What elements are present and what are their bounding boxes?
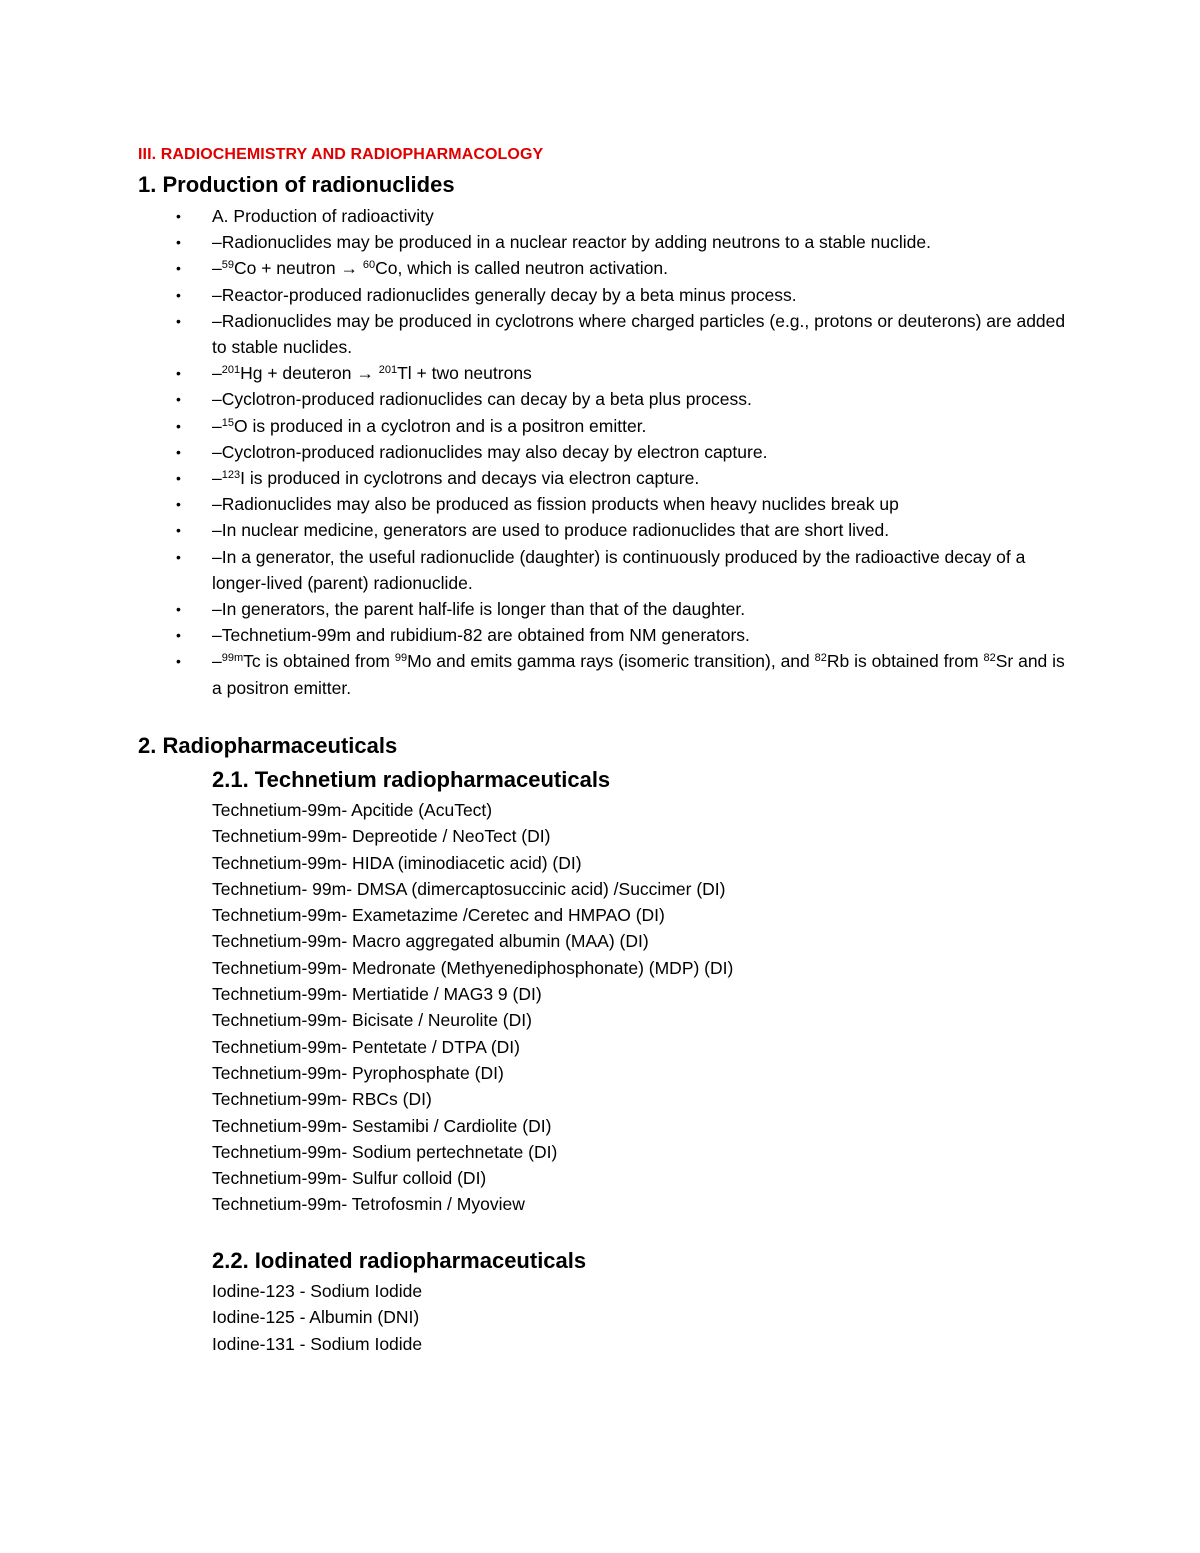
bullet-dot: • — [176, 365, 181, 382]
list-item: Technetium-99m- Bicisate / Neurolite (DI) — [212, 1010, 532, 1031]
list-item: Technetium-99m- Exametazime /Ceretec and HMPAO (DI) — [212, 905, 665, 926]
bullet-dot: • — [176, 470, 181, 487]
technetium-subtitle: 2.1. Technetium radiopharmaceuticals — [212, 767, 611, 792]
list-item: Technetium-99m- HIDA (iminodiacetic acid) (DI) — [212, 852, 582, 873]
bullet-item — [138, 229, 1068, 255]
section2-title: 2. Radiopharmaceuticals — [138, 733, 398, 758]
bullet-dot: • — [176, 496, 181, 513]
bullet-dot: • — [176, 601, 181, 618]
bullet-text: – — [212, 415, 222, 436]
bullet-text: –Radionuclides may be produced in a nuclear reactor by adding neutrons to a stable nuclide. — [212, 232, 931, 253]
iodinated-list — [212, 1278, 422, 1357]
bullet-text: –In a generator, the useful radionuclide (daughter) is continuously produced by the radioactive decay of a longer-lived (parent) radionuclide. — [212, 546, 1026, 593]
bullet-dot: • — [176, 443, 181, 460]
list-item: Technetium-99m- Sestamibi / Cardiolite (DI) — [212, 1115, 552, 1136]
isotope-mass-number: 82 — [983, 652, 996, 665]
bullet-item — [138, 596, 1068, 622]
list-item: Technetium-99m- Medronate (Methyenediphosphonate) (MDP) (DI) — [212, 957, 734, 978]
list-item: Technetium-99m- Sodium pertechnetate (DI) — [212, 1141, 558, 1162]
bullet-item — [138, 360, 1068, 386]
bullet-dot: • — [176, 260, 181, 277]
isotope-mass-number: 201 — [378, 364, 398, 377]
bullet-item — [138, 255, 1068, 281]
bullet-text: Sr and is a positron emitter. — [212, 651, 1065, 698]
bullet-item — [138, 203, 1068, 229]
bullet-text: Rb is obtained from — [826, 651, 984, 672]
bullet-dot: • — [176, 312, 181, 329]
bullet-dot: • — [176, 391, 181, 408]
bullet-text: –Radionuclides may also be produced as fission products when heavy nuclides break up — [212, 494, 899, 515]
bullet-text: –Radionuclides may be produced in cyclotrons where charged particles (e.g., protons or deuterons) are added to stable nuclides. — [212, 310, 1066, 358]
bullet-item — [138, 544, 1068, 596]
bullet-item — [138, 282, 1068, 308]
list-item: Technetium-99m- Macro aggregated albumin (MAA) (DI) — [212, 931, 649, 952]
bullet-text: Mo and emits gamma rays (isomeric transition), and — [407, 651, 815, 672]
bullet-text: –Cyclotron-produced radionuclides may also decay by electron capture. — [212, 441, 768, 462]
list-item: Technetium-99m- Mertiatide / MAG3 9 (DI) — [212, 984, 542, 1005]
bullet-item — [138, 622, 1068, 648]
bullet-text: Tc is obtained from — [243, 651, 395, 672]
bullet-item — [138, 386, 1068, 412]
isotope-mass-number: 123 — [221, 469, 241, 482]
bullet-text: –In nuclear medicine, generators are used to produce radionuclides that are short lived. — [212, 520, 890, 541]
bullet-text: –Reactor-produced radionuclides generally decay by a beta minus process. — [212, 284, 797, 305]
isotope-mass-number: 82 — [814, 652, 827, 665]
bullet-text: –Cyclotron-produced radionuclides can decay by a beta plus process. — [212, 389, 752, 410]
bullet-dot: • — [176, 286, 181, 303]
bullet-text: Co, which is called neutron activation. — [375, 258, 668, 279]
list-item: Technetium-99m- Depreotide / NeoTect (DI) — [212, 826, 551, 847]
bullet-text: –In generators, the parent half-life is longer than that of the daughter. — [212, 599, 746, 620]
bullet-text: Co + neutron → — [233, 258, 363, 279]
production-bullet-list — [138, 203, 1068, 701]
list-item: Iodine-125 - Albumin (DNI) — [212, 1307, 420, 1328]
bullet-item — [138, 308, 1068, 360]
bullet-text: – — [212, 258, 222, 279]
list-item: Iodine-123 - Sodium Iodide — [212, 1281, 423, 1301]
bullet-dot: • — [176, 417, 181, 434]
list-item: Technetium-99m- RBCs (DI) — [212, 1089, 432, 1110]
isotope-mass-number: 201 — [221, 364, 241, 377]
bullet-dot: • — [176, 653, 181, 670]
bullet-text: Hg + deuteron → — [240, 363, 379, 384]
list-item: Technetium-99m- Pentetate / DTPA (DI) — [212, 1036, 520, 1057]
isotope-mass-number: 15 — [221, 416, 234, 429]
bullet-text: I is produced in cyclotrons and decays via electron capture. — [240, 468, 700, 489]
list-item: Technetium-99m- Apcitide (AcuTect) — [212, 800, 493, 820]
bullet-item — [138, 517, 1068, 543]
bullet-dot: • — [176, 208, 181, 224]
bullet-text: Tl + two neutrons — [397, 363, 532, 384]
list-item: Technetium-99m- Tetrofosmin / Myoview — [212, 1194, 525, 1215]
isotope-mass-number: 99m — [221, 652, 244, 665]
list-item: Iodine-131 - Sodium Iodide — [212, 1333, 423, 1354]
bullet-text: – — [212, 468, 222, 489]
section-heading: III. RADIOCHEMISTRY AND RADIOPHARMACOLOGY — [138, 146, 544, 163]
list-item: Technetium-99m- Sulfur colloid (DI) — [212, 1168, 487, 1189]
list-item: Technetium-99m- Pyrophosphate (DI) — [212, 1062, 504, 1083]
bullet-item — [138, 439, 1068, 465]
technetium-list — [212, 797, 733, 1218]
bullet-text: O is produced in a cyclotron and is a positron emitter. — [233, 415, 647, 436]
list-item: Technetium- 99m- DMSA (dimercaptosuccinic acid) /Succimer (DI) — [212, 878, 726, 899]
bullet-dot: • — [176, 548, 181, 565]
bullet-item — [138, 491, 1068, 517]
bullet-text: – — [212, 651, 222, 672]
bullet-item — [138, 465, 1068, 491]
bullet-text: –Technetium-99m and rubidium-82 are obtained from NM generators. — [212, 625, 750, 646]
isotope-mass-number: 60 — [362, 259, 376, 272]
isotope-mass-number: 59 — [221, 259, 234, 272]
bullet-text: – — [212, 363, 222, 384]
bullet-text: A. Production of radioactivity — [212, 206, 434, 226]
iodinated-subtitle: 2.2. Iodinated radiopharmaceuticals — [212, 1248, 587, 1273]
bullet-dot: • — [176, 234, 181, 251]
bullet-item — [138, 413, 1068, 439]
bullet-dot: • — [176, 522, 181, 539]
bullet-dot: • — [176, 627, 181, 644]
bullet-item — [138, 648, 1068, 700]
isotope-mass-number: 99 — [394, 652, 408, 665]
section1-title: 1. Production of radionuclides — [138, 172, 455, 197]
